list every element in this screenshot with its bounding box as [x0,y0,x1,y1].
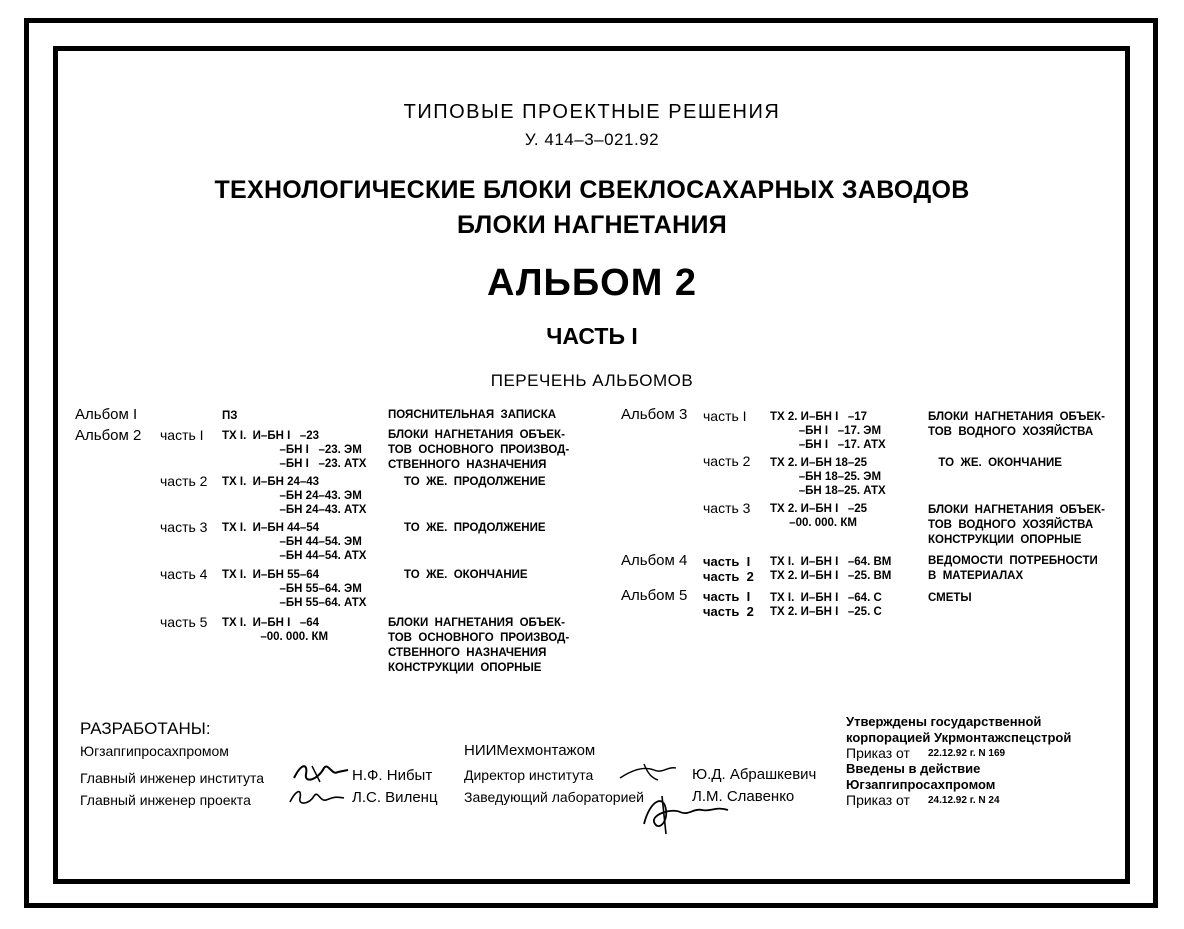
part-label: часть I часть 2 [703,554,754,584]
person-name: Н.Ф. Нибыт [352,767,433,784]
album-desc: БЛОКИ НАГНЕТАНИЯ ОБЪЕК- ТОВ ВОДНОГО ХОЗЯЙСТВА КОНСТРУКЦИИ ОПОРНЫЕ [928,504,1105,546]
album-desc: ВЕДОМОСТИ ПОТРЕБНОСТИ В МАТЕРИАЛАХ [928,555,1098,582]
order-label: Приказ от [846,745,910,761]
album-desc: ТО ЖЕ. ОКОНЧАНИЕ [932,457,1062,469]
album-code: ТХ I. И–БН 55–64 –БН 55–64. ЭМ –БН 55–64. АТХ [222,569,367,609]
document-code: У. 414–3–021.92 [524,130,660,149]
album-desc: ПОЯСНИТЕЛЬНАЯ ЗАПИСКА [388,409,557,421]
album-label: Альбом 2 [75,427,142,444]
signature-image [290,758,352,786]
album-code: ТХ I. И–БН 24–43 –БН 24–43. ЭМ –БН 24–43. АТХ [222,476,367,516]
part-number: ЧАСТЬ I [546,323,638,349]
album-desc: БЛОКИ НАГНЕТАНИЯ ОБЪЕК- ТОВ ВОДНОГО ХОЗЯЙСТВА [928,411,1105,438]
album-label: Альбом I [75,406,138,423]
org-name: Югзапгипросахпромом [80,743,229,759]
person-name: Л.С. Виленц [352,789,438,806]
part-label: часть 3 [703,500,751,516]
order-label: Приказ от [846,792,910,808]
org-name: Югзапгипросахпромом [846,777,996,792]
main-title-line1: ТЕХНОЛОГИЧЕСКИЕ БЛОКИ СВЕКЛОСАХАРНЫХ ЗАВОДОВ [214,176,970,204]
series-title: ТИПОВЫЕ ПРОЕКТНЫЕ РЕШЕНИЯ [403,101,781,123]
album-code: ТХ 2. И–БН 18–25 –БН 18–25. ЭМ –БН 18–25. АТХ [770,457,886,497]
album-code: ТХ I. И–БН I –64. ВМ ТХ 2. И–БН I –25. ВМ [770,556,892,582]
album-desc: ТО ЖЕ. ПРОДОЛЖЕНИЕ [404,476,546,488]
part-label: часть 2 [703,453,751,469]
org-name: НИИМехмонтажом [464,742,596,759]
role-label: Заведующий лабораторией [464,789,644,805]
person-name: Л.М. Славенко [692,788,795,805]
role-label: Главный инженер института [80,770,264,786]
role-label: Директор института [464,767,594,783]
signature-image [286,784,348,810]
part-label: часть 5 [160,614,208,630]
part-label: часть 4 [160,566,208,582]
album-code: ТХ 2. И–БН I –25 –00. 000. КМ [770,503,868,529]
album-desc: ТО ЖЕ. ПРОДОЛЖЕНИЕ [404,522,546,534]
role-label: Главный инженер проекта [80,792,251,808]
album-code: ПЗ [222,410,238,422]
album-label: Альбом 5 [621,587,688,604]
album-code: ТХ I. И–БН I –64. С ТХ 2. И–БН I –25. С [770,592,882,618]
order-date: 22.12.92 г. N 169 [928,748,1006,759]
album-code: ТХ I. И–БН I –23 –БН I –23. ЭМ –БН I –23. АТХ [222,430,367,470]
album-list-title: ПЕРЕЧЕНЬ АЛЬБОМОВ [490,371,694,390]
approved-line1: Утверждены государственной [846,714,1042,729]
album-label: Альбом 3 [621,406,688,423]
introduced-label: Введены в действие [846,761,981,776]
part-label: часть 3 [160,519,208,535]
main-title-line2: БЛОКИ НАГНЕТАНИЯ [456,211,728,239]
approved-line2: корпорацией Укрмонтажспецстрой [846,730,1072,745]
developed-heading: РАЗРАБОТАНЫ: [80,719,211,738]
album-code: ТХ I. И–БН I –64 –00. 000. КМ [222,617,329,643]
album-desc: БЛОКИ НАГНЕТАНИЯ ОБЪЕК- ТОВ ОСНОВНОГО ПРОИЗВОД- СТВЕННОГО НАЗНАЧЕНИЯ [388,429,570,471]
part-label: часть I часть 2 [703,589,754,619]
signature-image [636,788,736,838]
album-label: Альбом 4 [621,552,688,569]
album-code: ТХ 2. И–БН I –17 –БН I –17. ЭМ –БН I –17. АТХ [770,411,886,451]
album-desc: СМЕТЫ [928,592,972,604]
order-date: 24.12.92 г. N 24 [928,795,1000,806]
part-label: часть I [160,427,204,443]
signature-image [614,760,686,786]
album-desc: БЛОКИ НАГНЕТАНИЯ ОБЪЕК- ТОВ ОСНОВНОГО ПРОИЗВОД- СТВЕННОГО НАЗНАЧЕНИЯ КОНСТРУКЦИИ ОПОРНЫЕ [388,617,570,674]
album-code: ТХ I. И–БН 44–54 –БН 44–54. ЭМ –БН 44–54. АТХ [222,522,367,562]
album-number: АЛЬБОМ 2 [486,262,698,304]
person-name: Ю.Д. Абрашкевич [692,766,817,783]
part-label: часть I [703,408,747,424]
album-desc: ТО ЖЕ. ОКОНЧАНИЕ [404,569,528,581]
part-label: часть 2 [160,473,208,489]
